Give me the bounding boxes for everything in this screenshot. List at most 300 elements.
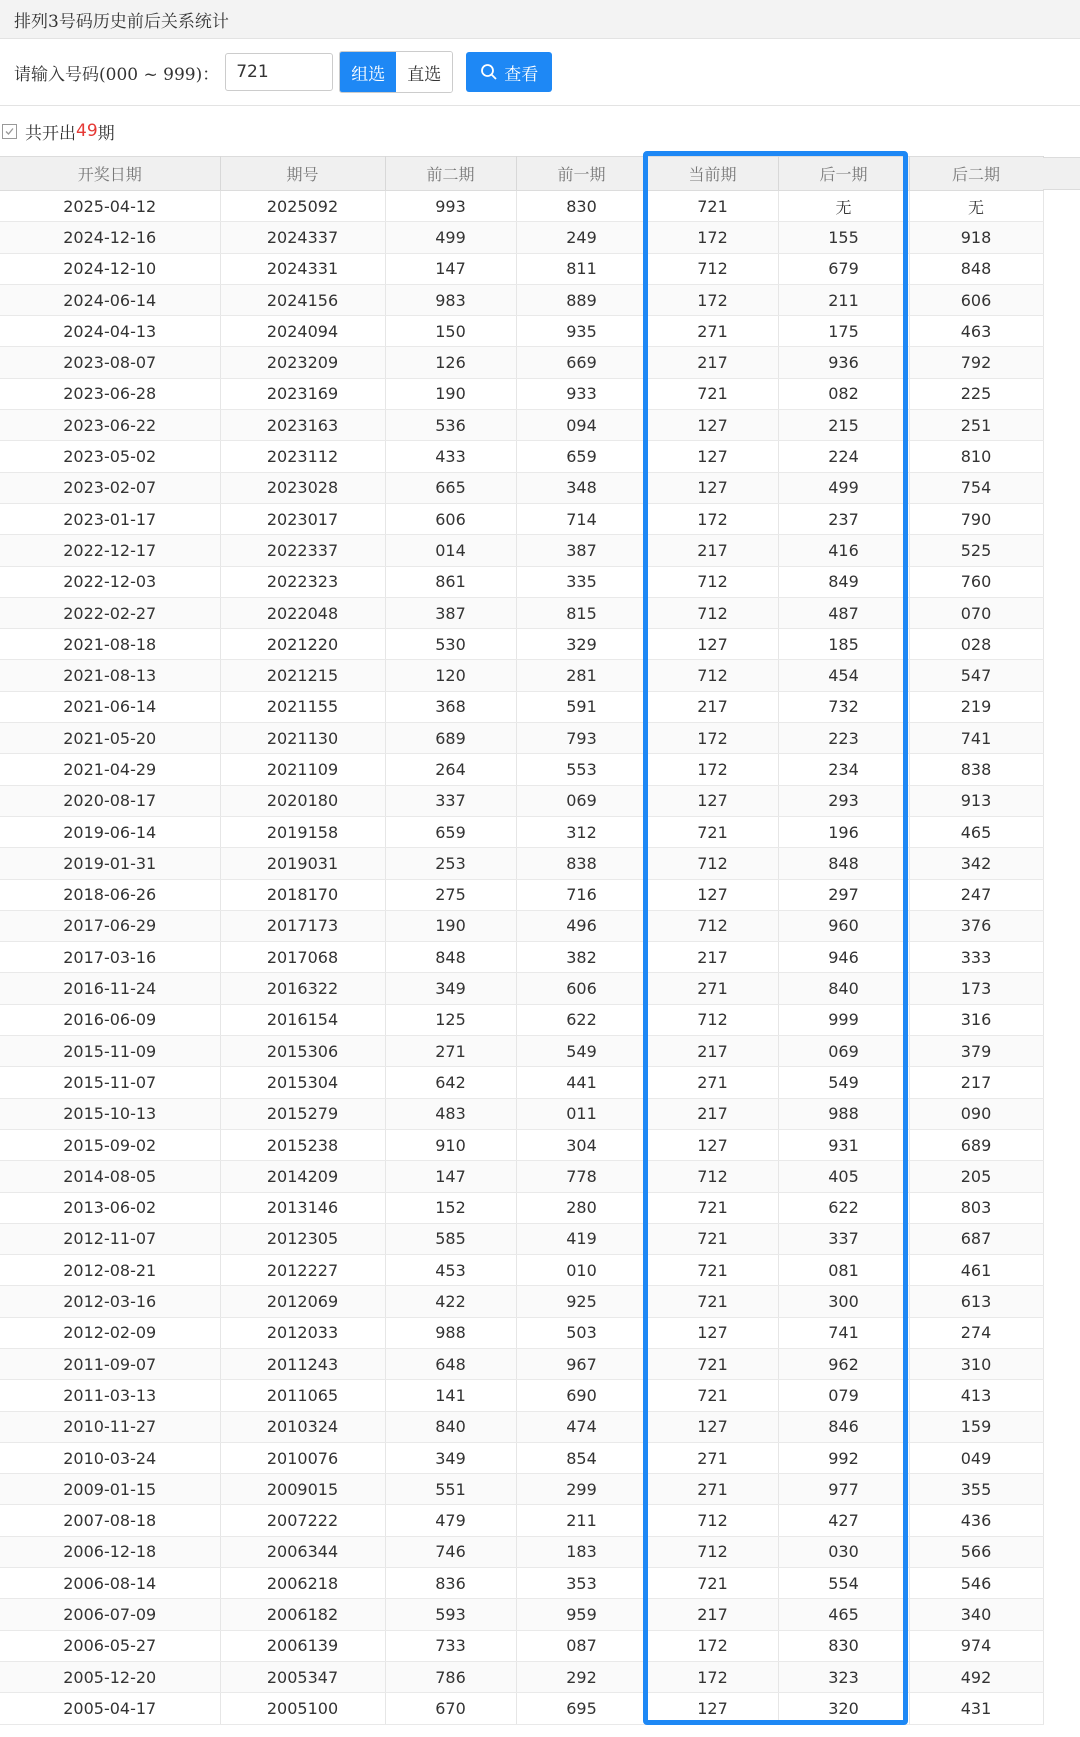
table-row	[0, 1474, 1043, 1505]
cell-draw-date: 2023-08-07	[0, 347, 220, 378]
cell-next2: 613	[909, 1286, 1043, 1317]
header-prev1: 前一期	[516, 157, 647, 191]
cell-issue: 2015279	[220, 1098, 385, 1129]
table-row	[0, 441, 1043, 472]
cell-next1: 297	[778, 879, 909, 910]
cell-prev1: 690	[516, 1380, 647, 1411]
cell-issue: 2017173	[220, 910, 385, 941]
cell-next2: 217	[909, 1067, 1043, 1098]
cell-next2: 173	[909, 973, 1043, 1004]
cell-prev1: 838	[516, 848, 647, 879]
cell-next2: 379	[909, 1036, 1043, 1067]
cell-next1: 946	[778, 942, 909, 973]
table-row	[0, 1661, 1043, 1692]
cell-next1: 211	[778, 284, 909, 315]
cell-next2: 225	[909, 378, 1043, 409]
cell-prev2: 648	[385, 1348, 516, 1379]
cell-prev1: 474	[516, 1411, 647, 1442]
cell-prev2: 606	[385, 503, 516, 534]
cell-issue: 2011065	[220, 1380, 385, 1411]
cell-issue: 2024331	[220, 253, 385, 284]
cell-prev2: 422	[385, 1286, 516, 1317]
cell-next1: 416	[778, 535, 909, 566]
cell-issue: 2016322	[220, 973, 385, 1004]
cell-next1: 300	[778, 1286, 909, 1317]
cell-draw-date: 2009-01-15	[0, 1474, 220, 1505]
cell-issue: 2010076	[220, 1442, 385, 1473]
cell-current: 721	[647, 378, 778, 409]
cell-prev1: 889	[516, 284, 647, 315]
cell-issue: 2011243	[220, 1348, 385, 1379]
cell-draw-date: 2011-03-13	[0, 1380, 220, 1411]
cell-prev2: 014	[385, 535, 516, 566]
cell-draw-date: 2012-03-16	[0, 1286, 220, 1317]
cell-prev2: 152	[385, 1192, 516, 1223]
cell-draw-date: 2023-06-28	[0, 378, 220, 409]
cell-current: 172	[647, 222, 778, 253]
cell-issue: 2005100	[220, 1693, 385, 1724]
cell-prev1: 622	[516, 1004, 647, 1035]
cell-current: 271	[647, 316, 778, 347]
cell-next2: 790	[909, 503, 1043, 534]
cell-prev2: 499	[385, 222, 516, 253]
cell-prev1: 312	[516, 816, 647, 847]
cell-prev2: 848	[385, 942, 516, 973]
cell-prev2: 337	[385, 785, 516, 816]
cell-prev2: 786	[385, 1661, 516, 1692]
cell-prev1: 714	[516, 503, 647, 534]
cell-draw-date: 2006-07-09	[0, 1599, 220, 1630]
table-row	[0, 1630, 1043, 1661]
cell-prev1: 778	[516, 1161, 647, 1192]
cell-prev1: 280	[516, 1192, 647, 1223]
table-row	[0, 1098, 1043, 1129]
table-row	[0, 754, 1043, 785]
cell-current: 271	[647, 1474, 778, 1505]
table-row	[0, 410, 1043, 441]
cell-current: 271	[647, 1067, 778, 1098]
cell-issue: 2012069	[220, 1286, 385, 1317]
cell-issue: 2006344	[220, 1536, 385, 1567]
table-row	[0, 378, 1043, 409]
table-row	[0, 1348, 1043, 1379]
cell-next2: 547	[909, 660, 1043, 691]
checkbox-icon	[2, 124, 17, 139]
cell-next1: 931	[778, 1129, 909, 1160]
cell-current: 271	[647, 973, 778, 1004]
header-next2: 后二期	[909, 157, 1043, 191]
cell-draw-date: 2021-08-18	[0, 629, 220, 660]
cell-next1: 988	[778, 1098, 909, 1129]
cell-next2: 913	[909, 785, 1043, 816]
cell-draw-date: 2022-12-17	[0, 535, 220, 566]
cell-prev1: 716	[516, 879, 647, 910]
cell-issue: 2019031	[220, 848, 385, 879]
cell-next2: 566	[909, 1536, 1043, 1567]
cell-prev1: 292	[516, 1661, 647, 1692]
cell-prev2: 190	[385, 378, 516, 409]
cell-issue: 2006139	[220, 1630, 385, 1661]
query-toolbar	[0, 39, 1080, 106]
cell-next1: 237	[778, 503, 909, 534]
cell-issue: 2015304	[220, 1067, 385, 1098]
cell-draw-date: 2024-04-13	[0, 316, 220, 347]
cell-prev1: 695	[516, 1693, 647, 1724]
table-row	[0, 503, 1043, 534]
header-draw-date: 开奖日期	[0, 157, 220, 191]
cell-draw-date: 2021-06-14	[0, 691, 220, 722]
view-button[interactable]	[466, 52, 552, 92]
cell-issue: 2013146	[220, 1192, 385, 1223]
cell-prev1: 441	[516, 1067, 647, 1098]
cell-next1: 185	[778, 629, 909, 660]
table-row	[0, 1192, 1043, 1223]
cell-next2: 741	[909, 723, 1043, 754]
search-icon	[480, 63, 498, 81]
cell-next2: 525	[909, 535, 1043, 566]
cell-next2: 838	[909, 754, 1043, 785]
cell-issue: 2022323	[220, 566, 385, 597]
cell-issue: 2024337	[220, 222, 385, 253]
cell-issue: 2023028	[220, 472, 385, 503]
table-row	[0, 1067, 1043, 1098]
cell-issue: 2012033	[220, 1317, 385, 1348]
header-prev2: 前二期	[385, 157, 516, 191]
cell-next1: 223	[778, 723, 909, 754]
cell-current: 712	[647, 910, 778, 941]
cell-issue: 2012305	[220, 1223, 385, 1254]
table-row	[0, 691, 1043, 722]
cell-draw-date: 2023-06-22	[0, 410, 220, 441]
cell-draw-date: 2006-12-18	[0, 1536, 220, 1567]
cell-draw-date: 2005-04-17	[0, 1693, 220, 1724]
cell-next2: 492	[909, 1661, 1043, 1692]
table-row	[0, 472, 1043, 503]
cell-prev1: 830	[516, 191, 647, 222]
cell-draw-date: 2024-12-16	[0, 222, 220, 253]
cell-prev1: 387	[516, 535, 647, 566]
cell-prev1: 591	[516, 691, 647, 722]
cell-prev1: 069	[516, 785, 647, 816]
cell-draw-date: 2022-02-27	[0, 597, 220, 628]
cell-prev2: 387	[385, 597, 516, 628]
cell-current: 217	[647, 1098, 778, 1129]
header-issue: 期号	[220, 157, 385, 191]
cell-prev2: 530	[385, 629, 516, 660]
cell-draw-date: 2006-05-27	[0, 1630, 220, 1661]
cell-current: 127	[647, 879, 778, 910]
cell-prev2: 275	[385, 879, 516, 910]
cell-next1: 830	[778, 1630, 909, 1661]
header-overflow	[1043, 157, 1080, 190]
cell-draw-date: 2023-05-02	[0, 441, 220, 472]
cell-next2: 413	[909, 1380, 1043, 1411]
cell-issue: 2009015	[220, 1474, 385, 1505]
table-row	[0, 347, 1043, 378]
cell-current: 217	[647, 1036, 778, 1067]
number-input[interactable]	[225, 53, 333, 91]
cell-prev1: 419	[516, 1223, 647, 1254]
cell-draw-date: 2014-08-05	[0, 1161, 220, 1192]
table-row	[0, 1442, 1043, 1473]
cell-prev2: 453	[385, 1255, 516, 1286]
cell-next1: 992	[778, 1442, 909, 1473]
history-table	[0, 156, 1044, 1725]
table-row	[0, 660, 1043, 691]
cell-issue: 2020180	[220, 785, 385, 816]
cell-prev2: 689	[385, 723, 516, 754]
cell-draw-date: 2021-05-20	[0, 723, 220, 754]
cell-draw-date: 2015-11-09	[0, 1036, 220, 1067]
cell-prev2: 253	[385, 848, 516, 879]
cell-next1: 960	[778, 910, 909, 941]
cell-issue: 2018170	[220, 879, 385, 910]
cell-prev1: 010	[516, 1255, 647, 1286]
cell-next2: 463	[909, 316, 1043, 347]
cell-draw-date: 2024-12-10	[0, 253, 220, 284]
cell-next2: 465	[909, 816, 1043, 847]
cell-next1: 069	[778, 1036, 909, 1067]
cell-current: 721	[647, 816, 778, 847]
table-row	[0, 1223, 1043, 1254]
cell-next1: 155	[778, 222, 909, 253]
cell-current: 712	[647, 660, 778, 691]
cell-prev1: 249	[516, 222, 647, 253]
cell-next2: 247	[909, 879, 1043, 910]
cell-draw-date: 2007-08-18	[0, 1505, 220, 1536]
cell-issue: 2005347	[220, 1661, 385, 1692]
table-row	[0, 816, 1043, 847]
cell-draw-date: 2012-02-09	[0, 1317, 220, 1348]
table-row	[0, 1599, 1043, 1630]
cell-prev2: 585	[385, 1223, 516, 1254]
cell-issue: 2024094	[220, 316, 385, 347]
cell-prev1: 815	[516, 597, 647, 628]
table-row	[0, 597, 1043, 628]
cell-issue: 2023163	[220, 410, 385, 441]
cell-next2: 310	[909, 1348, 1043, 1379]
cell-next1: 999	[778, 1004, 909, 1035]
cell-issue: 2006182	[220, 1599, 385, 1630]
cell-current: 721	[647, 1255, 778, 1286]
table-row	[0, 1505, 1043, 1536]
cell-next2: 049	[909, 1442, 1043, 1473]
table-row	[0, 191, 1043, 222]
table-row	[0, 848, 1043, 879]
cell-prev2: 551	[385, 1474, 516, 1505]
summary-prefix: 共开出	[25, 123, 76, 144]
cell-current: 127	[647, 410, 778, 441]
table-row	[0, 1411, 1043, 1442]
cell-next2: 333	[909, 942, 1043, 973]
cell-current: 127	[647, 1693, 778, 1724]
cell-next1: 454	[778, 660, 909, 691]
view-button-label: 查看	[504, 64, 539, 85]
cell-prev2: 593	[385, 1599, 516, 1630]
table-row	[0, 566, 1043, 597]
group-select-button[interactable]: 组选	[340, 52, 396, 92]
cell-issue: 2019158	[220, 816, 385, 847]
cell-next1: 234	[778, 754, 909, 785]
cell-next1: 无	[778, 191, 909, 222]
cell-prev2: 349	[385, 1442, 516, 1473]
cell-draw-date: 2025-04-12	[0, 191, 220, 222]
cell-current: 172	[647, 754, 778, 785]
cell-next2: 810	[909, 441, 1043, 472]
cell-next1: 499	[778, 472, 909, 503]
cell-current: 172	[647, 503, 778, 534]
cell-current: 127	[647, 629, 778, 660]
cell-current: 712	[647, 1004, 778, 1035]
cell-current: 712	[647, 1161, 778, 1192]
table-row	[0, 1036, 1043, 1067]
cell-current: 127	[647, 472, 778, 503]
table-row	[0, 879, 1043, 910]
cell-next1: 215	[778, 410, 909, 441]
cell-draw-date: 2017-03-16	[0, 942, 220, 973]
table-row	[0, 1693, 1043, 1724]
cell-issue: 2017068	[220, 942, 385, 973]
cell-issue: 2023209	[220, 347, 385, 378]
cell-draw-date: 2016-06-09	[0, 1004, 220, 1035]
cell-current: 721	[647, 1223, 778, 1254]
cell-prev2: 642	[385, 1067, 516, 1098]
cell-issue: 2023169	[220, 378, 385, 409]
cell-issue: 2012227	[220, 1255, 385, 1286]
cell-current: 217	[647, 942, 778, 973]
cell-draw-date: 2023-01-17	[0, 503, 220, 534]
cell-prev2: 983	[385, 284, 516, 315]
cell-draw-date: 2021-08-13	[0, 660, 220, 691]
cell-prev1: 348	[516, 472, 647, 503]
cell-prev1: 549	[516, 1036, 647, 1067]
summary-suffix: 期	[97, 123, 115, 144]
cell-issue: 2022048	[220, 597, 385, 628]
cell-next1: 030	[778, 1536, 909, 1567]
cell-prev2: 147	[385, 1161, 516, 1192]
summary	[0, 106, 1080, 156]
cell-current: 721	[647, 1192, 778, 1223]
cell-next1: 741	[778, 1317, 909, 1348]
cell-prev2: 349	[385, 973, 516, 1004]
cell-next1: 622	[778, 1192, 909, 1223]
table-row	[0, 1255, 1043, 1286]
cell-next1: 848	[778, 848, 909, 879]
cell-next1: 849	[778, 566, 909, 597]
cell-prev2: 910	[385, 1129, 516, 1160]
cell-prev2: 536	[385, 410, 516, 441]
cell-issue: 2016154	[220, 1004, 385, 1035]
cell-next1: 405	[778, 1161, 909, 1192]
cell-next2: 028	[909, 629, 1043, 660]
summary-count: 49	[76, 121, 98, 141]
cell-next1: 337	[778, 1223, 909, 1254]
header-current: 当前期	[647, 157, 778, 191]
cell-current: 217	[647, 347, 778, 378]
cell-next1: 427	[778, 1505, 909, 1536]
cell-prev1: 935	[516, 316, 647, 347]
cell-prev2: 670	[385, 1693, 516, 1724]
cell-draw-date: 2019-06-14	[0, 816, 220, 847]
cell-current: 271	[647, 1442, 778, 1473]
cell-issue: 2025092	[220, 191, 385, 222]
cell-prev1: 967	[516, 1348, 647, 1379]
cell-prev2: 993	[385, 191, 516, 222]
table-row	[0, 973, 1043, 1004]
table-row	[0, 222, 1043, 253]
cell-current: 127	[647, 1129, 778, 1160]
cell-next1: 081	[778, 1255, 909, 1286]
cell-current: 721	[647, 1286, 778, 1317]
cell-draw-date: 2013-06-02	[0, 1192, 220, 1223]
cell-next2: 342	[909, 848, 1043, 879]
cell-next2: 无	[909, 191, 1043, 222]
direct-select-button[interactable]: 直选	[396, 52, 452, 92]
cell-draw-date: 2024-06-14	[0, 284, 220, 315]
cell-issue: 2021109	[220, 754, 385, 785]
cell-prev2: 433	[385, 441, 516, 472]
table-row	[0, 316, 1043, 347]
cell-current: 127	[647, 1317, 778, 1348]
cell-next2: 918	[909, 222, 1043, 253]
page-title: 排列3号码历史前后关系统计	[0, 0, 1080, 39]
cell-issue: 2024156	[220, 284, 385, 315]
cell-next2: 760	[909, 566, 1043, 597]
cell-next1: 323	[778, 1661, 909, 1692]
table-row	[0, 910, 1043, 941]
table-row	[0, 942, 1043, 973]
cell-current: 217	[647, 535, 778, 566]
cell-prev2: 659	[385, 816, 516, 847]
cell-issue: 2021215	[220, 660, 385, 691]
cell-prev1: 335	[516, 566, 647, 597]
cell-current: 172	[647, 723, 778, 754]
cell-prev2: 271	[385, 1036, 516, 1067]
cell-prev1: 606	[516, 973, 647, 1004]
table-row	[0, 535, 1043, 566]
cell-prev2: 120	[385, 660, 516, 691]
cell-draw-date: 2022-12-03	[0, 566, 220, 597]
cell-next1: 320	[778, 1693, 909, 1724]
cell-draw-date: 2016-11-24	[0, 973, 220, 1004]
cell-prev1: 854	[516, 1442, 647, 1473]
cell-current: 712	[647, 1505, 778, 1536]
cell-prev2: 147	[385, 253, 516, 284]
cell-next1: 465	[778, 1599, 909, 1630]
cell-next1: 196	[778, 816, 909, 847]
table-row	[0, 629, 1043, 660]
cell-current: 172	[647, 1661, 778, 1692]
cell-current: 721	[647, 191, 778, 222]
table-row	[0, 1568, 1043, 1599]
cell-issue: 2023017	[220, 503, 385, 534]
cell-next2: 355	[909, 1474, 1043, 1505]
cell-draw-date: 2021-04-29	[0, 754, 220, 785]
cell-next2: 754	[909, 472, 1043, 503]
cell-prev1: 811	[516, 253, 647, 284]
cell-prev2: 126	[385, 347, 516, 378]
cell-prev1: 496	[516, 910, 647, 941]
cell-next2: 070	[909, 597, 1043, 628]
cell-prev2: 150	[385, 316, 516, 347]
cell-next1: 224	[778, 441, 909, 472]
cell-current: 712	[647, 253, 778, 284]
table-header-row	[0, 157, 1043, 191]
cell-issue: 2021155	[220, 691, 385, 722]
cell-next1: 554	[778, 1568, 909, 1599]
cell-next1: 293	[778, 785, 909, 816]
cell-next1: 977	[778, 1474, 909, 1505]
